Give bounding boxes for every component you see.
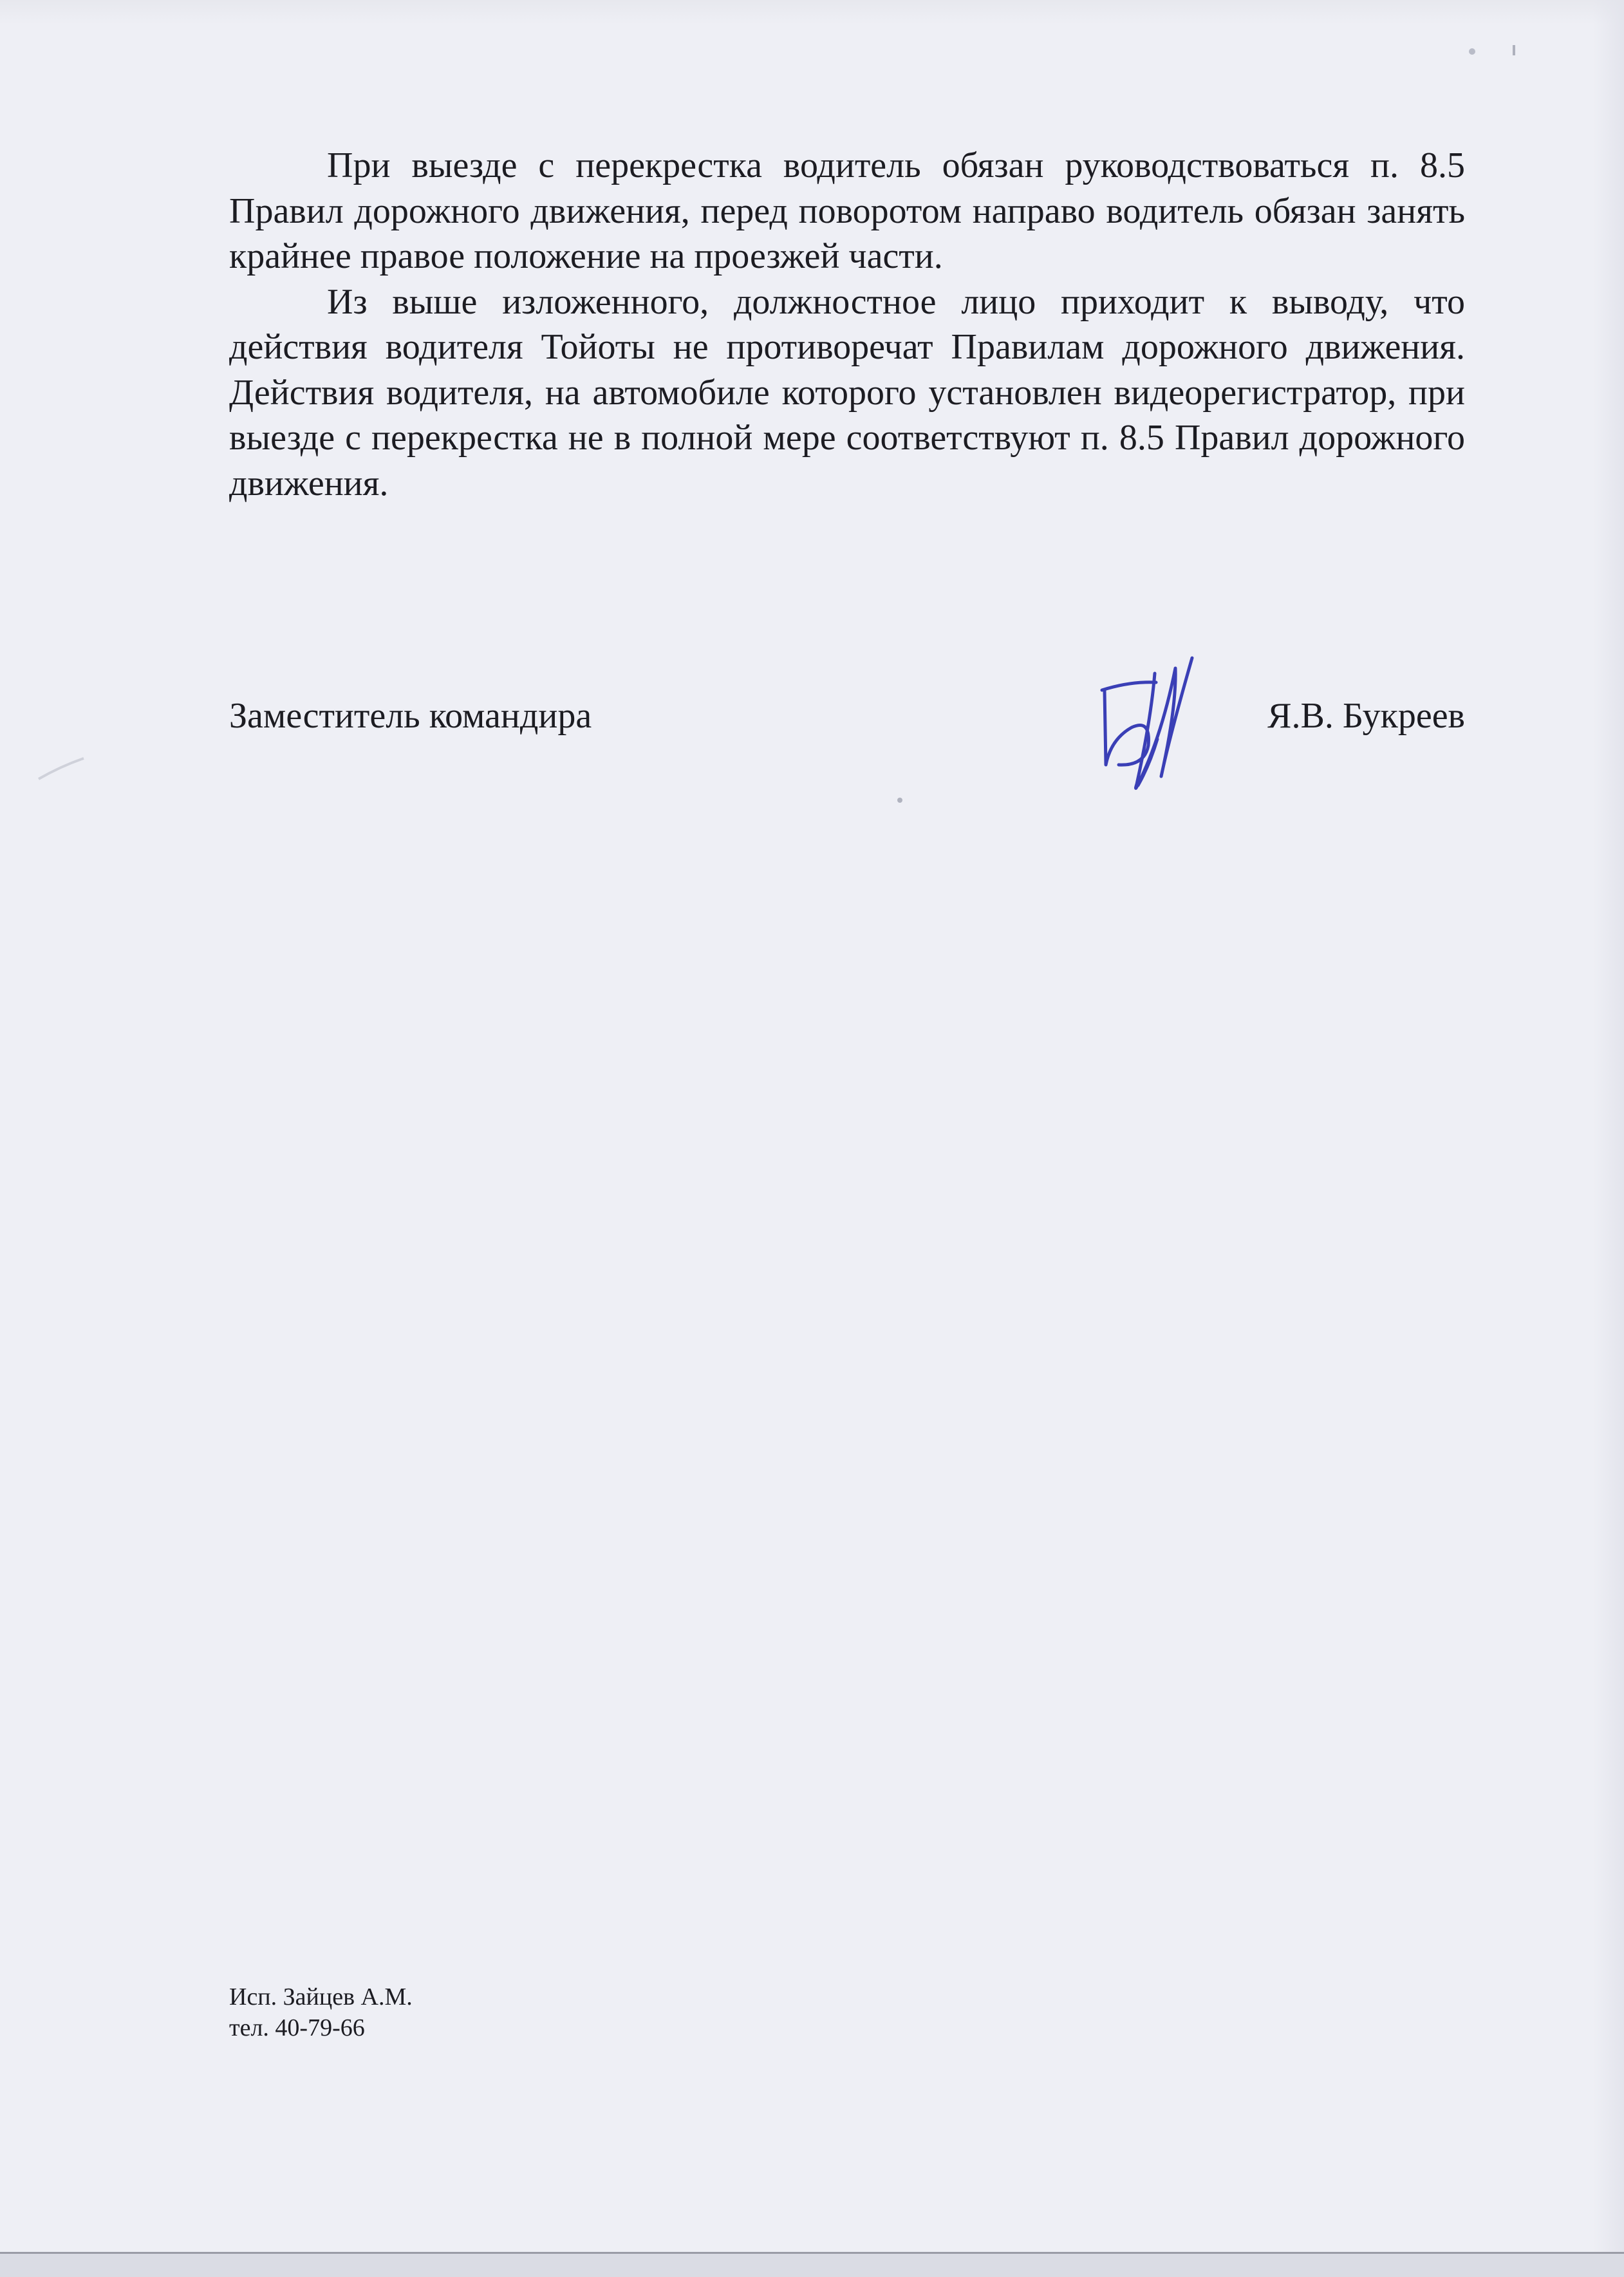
handwritten-signature (1079, 642, 1208, 797)
paragraph-2: Из выше изложенного, должностное лицо приходит к выводу, что действия водителя Тойоты не противоречат Правилам дорожного движения. Действия водителя, на автомобиле которого установлен видеорегистратор, при выезде с перекрестка не в полной мере соответствуют п. 8.5 Правил дорожного движения. (229, 281, 1465, 503)
paragraph-1: При выезде с перекрестка водитель обязан руководствоваться п. 8.5 Правил дорожного движения, перед поворотом направо водитель обязан занять крайнее правое положение на проезжей части. (229, 145, 1465, 276)
signer-name: Я.В. Букреев (1267, 696, 1465, 736)
executor-block (229, 1982, 413, 2043)
body-text (229, 143, 1465, 506)
signature-block (229, 682, 1465, 785)
executor-name: Исп. Зайцев А.М. (229, 1983, 413, 2010)
executor-phone: тел. 40-79-66 (229, 2014, 365, 2041)
signer-position: Заместитель командира (229, 696, 592, 736)
